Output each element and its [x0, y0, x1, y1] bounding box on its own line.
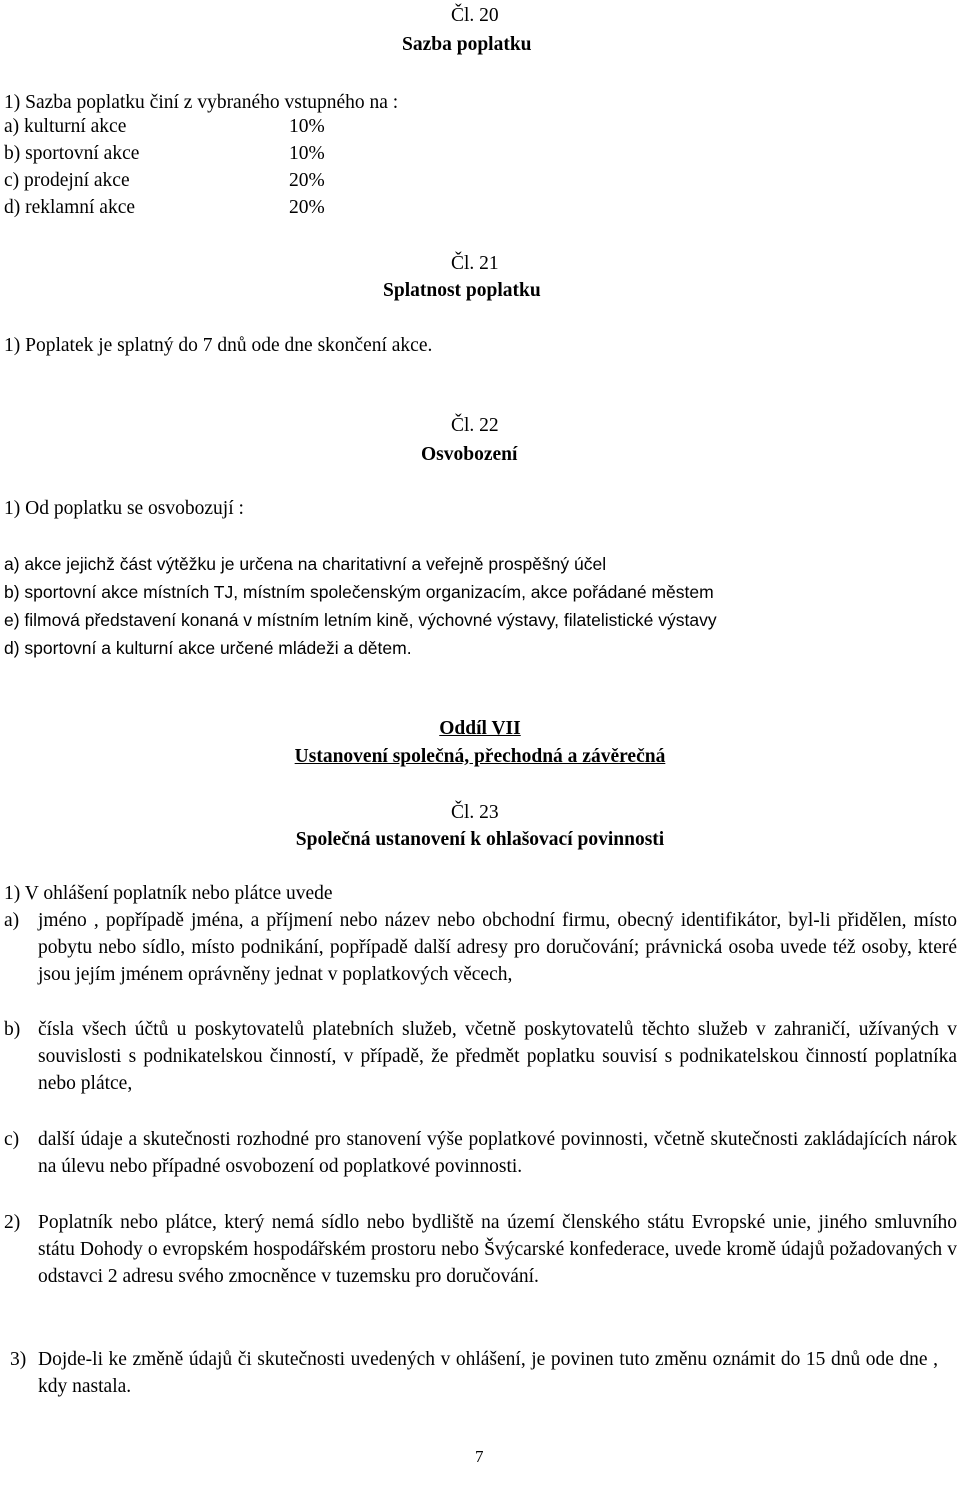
- rate-label: d) reklamní akce: [4, 197, 136, 218]
- item-c-text: další údaje a skutečnosti rozhodné pro stanovení výše poplatkové povinnosti, včetně skutečnosti zakládajících nárok na úlevu nebo případné osvobození od poplatkové povinnosti.: [38, 1129, 957, 1177]
- list-item: b) sportovní akce místních TJ, místním společenským organizacím, akce pořádané městem: [4, 582, 714, 602]
- rate-value: 20%: [289, 170, 325, 191]
- article-23-title: Společná ustanovení k ohlašovací povinnosti: [295, 829, 665, 850]
- item-a-text: jméno , popřípadě jména, a příjmení nebo název nebo obchodní firmu, obecný identifikátor, byl-li přidělen, místo pobytu nebo sídlo, místo podnikání, popřípadě další adresy pro doručování; právnická osoba uvede též osoby, které jsou jejím jménem oprávněny jednat v poplatkových věcech,: [38, 910, 957, 985]
- section-title: Oddíl VII: [439, 718, 521, 739]
- section-subtitle: Ustanovení společná, přechodná a závěrečná: [294, 746, 666, 767]
- item-b-marker: b): [4, 1019, 21, 1040]
- article-21-text: 1) Poplatek je splatný do 7 dnů ode dne skončení akce.: [4, 335, 433, 356]
- article-23-number: Čl. 23: [451, 802, 499, 823]
- article-22-intro: 1) Od poplatku se osvobozují :: [4, 498, 244, 519]
- item-c-marker: c): [4, 1129, 20, 1150]
- paragraph-3-marker: 3): [10, 1349, 27, 1370]
- list-item: e) filmová představení konaná v místním letním kině, výchovné výstavy, filatelistické výstavy: [4, 610, 717, 630]
- article-21-number: Čl. 21: [451, 253, 499, 274]
- article-20-intro: 1) Sazba poplatku činí z vybraného vstupného na :: [4, 92, 399, 113]
- page-number: 7: [475, 1447, 484, 1466]
- article-22-number: Čl. 22: [451, 415, 499, 436]
- list-item: d) sportovní a kulturní akce určené mládeži a dětem.: [4, 638, 412, 658]
- list-item: a) akce jejichž část výtěžku je určena na charitativní a veřejně prospěšný účel: [4, 554, 607, 574]
- article-20-title: Sazba poplatku: [402, 34, 532, 55]
- rate-label: a) kulturní akce: [4, 116, 127, 137]
- paragraph-2-text: Poplatník nebo plátce, který nemá sídlo nebo bydliště na území členského státu Evropské unie, jiného smluvního státu Dohody o evropském hospodářském prostoru nebo Švýcarské konfederace, uvede kromě údajů požadovaných v odstavci 2 adresu svého zmocněnce v tuzemsku pro doručování.: [38, 1212, 957, 1287]
- rate-value: 10%: [289, 143, 325, 164]
- rate-value: 20%: [289, 197, 325, 218]
- rate-value: 10%: [289, 116, 325, 137]
- item-a-marker: a): [4, 910, 20, 931]
- paragraph-2-marker: 2): [4, 1212, 21, 1233]
- item-b-text: čísla všech účtů u poskytovatelů platebních služeb, včetně poskytovatelů těchto služeb v zahraničí, užívaných v souvislosti s podnikatelskou činností, v případě, že předmět poplatku souvisí s podnikatelskou činností poplatníka nebo plátce,: [38, 1019, 957, 1094]
- rate-label: b) sportovní akce: [4, 143, 140, 164]
- paragraph-3-text: Dojde-li ke změně údajů či skutečnosti uvedených v ohlášení, je povinen tuto změnu oznámit do 15 dnů ode dne , kdy nastala.: [38, 1349, 938, 1397]
- article-21-title: Splatnost poplatku: [383, 280, 541, 301]
- article-22-title: Osvobození: [421, 444, 518, 465]
- article-20-number: Čl. 20: [451, 5, 499, 26]
- rate-label: c) prodejní akce: [4, 170, 130, 191]
- article-23-paragraph-1: 1) V ohlášení poplatník nebo plátce uvede: [4, 883, 333, 904]
